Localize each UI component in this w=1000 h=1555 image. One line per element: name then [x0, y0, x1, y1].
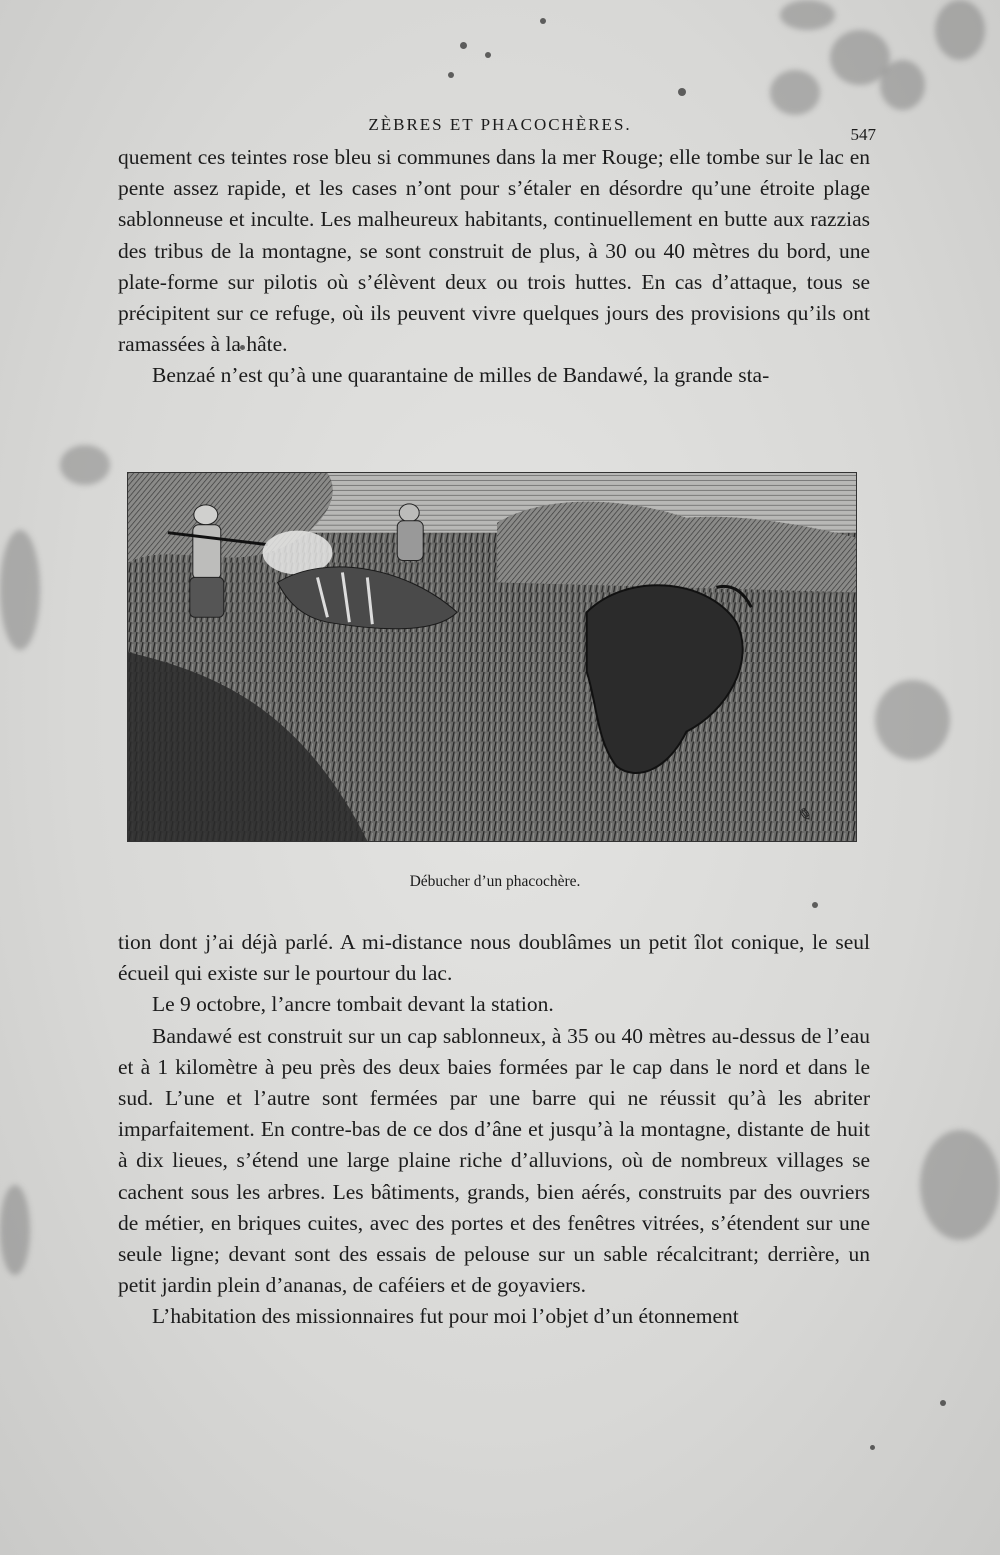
stain-mark — [920, 1130, 1000, 1240]
speck-mark — [448, 72, 454, 78]
paragraph: quement ces teintes rose bleu si communes dans la mer Rouge; elle tombe sur le lac en pente assez rapide, et les cases n’ont pour s’étaler en désordre qu’une étroite plage sablonneuse et inculte. Les malheureux habitants, continuellement en butte aux razzias des tribus de la montagne, se sont construit de plus, à 30 ou 40 mètres du bord, une plate-forme sur pilotis où s’élèvent deux ou trois huttes. En cas d’attaque, tous se précipitent sur ce refuge, où ils peuvent vivre quelques jours des provisions qu’ils ont ramassées à la hâte. — [118, 145, 870, 357]
hunter-warthog-icon — [128, 473, 856, 841]
speck-mark — [540, 18, 546, 24]
running-title: ZÈBRES ET PHACOCHÈRES. — [368, 115, 632, 134]
paragraph: tion dont j’ai déjà parlé. A mi-distance nous doublâmes un petit îlot conique, le seul écueil qui existe sur le pourtour du lac. — [118, 930, 870, 986]
paragraph: Bandawé est construit sur un cap sablonneux, à 35 ou 40 mètres au-dessus de l’eau et à 1 kilomètre à peu près des deux baies formées par le cap dans le nord et dans le sud. L’une et l’autre sont fermées par une barre qui ne réussit qu’à les abriter imparfaitement. En contre-bas de ce dos d’âne et jusqu’à la montagne, distante de huit à dix lieues, s’étend une large plaine riche d’alluvions, où de nombreux villages se cachent sous les arbres. Les bâtiments, grands, bien aérés, construits par des ouvriers de métier, en briques cuites, avec des portes et des fenêtres vitrées, s’étendent sur une seule ligne; devant sont des essais de pelouse sur un sable récalcitrant; derrière, un petit jardin plein d’ananas, de caféiers et de goyaviers. — [118, 1023, 870, 1298]
engraving-illustration — [127, 472, 857, 842]
body-text-bottom — [118, 927, 870, 1333]
stain-mark — [875, 680, 950, 760]
running-head — [130, 113, 876, 144]
speck-mark — [485, 52, 491, 58]
paragraph: Benzaé n’est qu’à une quarantaine de milles de Bandawé, la grande sta- — [152, 363, 770, 388]
paragraph: L’habitation des missionnaires fut pour moi l’objet d’un étonnement — [152, 1304, 739, 1329]
paragraph: Le 9 octobre, l’ancre tombait devant la station. — [152, 992, 554, 1017]
body-text-top — [118, 142, 870, 392]
stain-mark — [880, 60, 925, 110]
stain-mark — [0, 1185, 30, 1275]
stain-mark — [935, 0, 985, 60]
page-number: 547 — [850, 125, 876, 144]
svg-text:✎: ✎ — [796, 805, 812, 826]
stain-mark — [780, 0, 835, 30]
speck-mark — [678, 88, 686, 96]
figure-caption: Débucher d’un phacochère. — [409, 873, 581, 890]
speck-mark — [870, 1445, 875, 1450]
speck-mark — [460, 42, 467, 49]
stain-mark — [0, 530, 40, 650]
stain-mark — [770, 70, 820, 115]
stain-mark — [60, 445, 110, 485]
speck-mark — [940, 1400, 946, 1406]
speck-mark — [812, 902, 818, 908]
